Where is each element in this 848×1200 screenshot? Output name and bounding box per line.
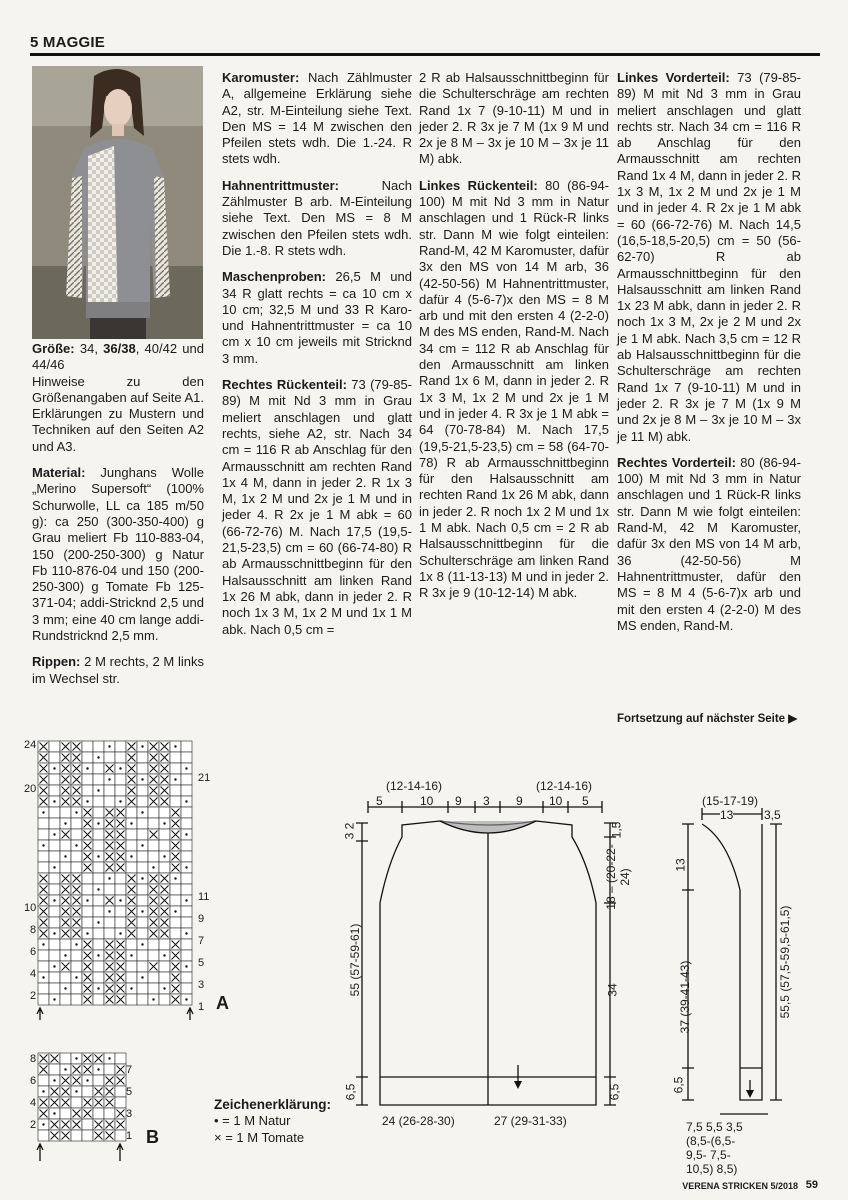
sleeve-schematic bbox=[671, 794, 810, 1160]
chart-a bbox=[20, 735, 229, 1035]
body-right-top: 1,5 bbox=[609, 821, 624, 839]
chart-a-row-label: 3 bbox=[198, 979, 205, 991]
hahn-paragraph bbox=[222, 178, 412, 259]
size-text-a: 34, bbox=[74, 341, 104, 356]
legend-text: = 1 M Tomate bbox=[221, 1129, 305, 1145]
header-rule bbox=[30, 53, 820, 56]
chart-b-row-label: 2 bbox=[30, 1119, 37, 1131]
material-text: Junghans Wolle „Merino Supersoft“ (100% Schurwolle, LL ca 185 m/50 g): ca 250 (300-350-400) g Grau meliert Fb 110-883-04, 150 (200-250-300) g Natur Fb 110-876-04 und 150 (200-250-300) g Tomate Fb 125-371-04; addi-Stricknd 2,5 und 3 mm; eine 40 cm lange addi-Rundstricknd 2,5 mm. bbox=[32, 465, 204, 644]
model-photo bbox=[32, 66, 203, 339]
chart-b-row-label: 5 bbox=[126, 1086, 133, 1098]
body-right-bottom: 6,5 bbox=[607, 1083, 622, 1101]
body-right-arm: 18 – (20-22-24) bbox=[604, 844, 632, 910]
material-paragraph bbox=[32, 465, 204, 644]
chart-b-row-label: 4 bbox=[30, 1097, 37, 1109]
body-left-length: 55 (57-59-61) bbox=[348, 923, 362, 997]
chart-a-row-label: 21 bbox=[198, 772, 211, 784]
body-right-body: 34 bbox=[605, 983, 620, 997]
size-label: Größe: bbox=[32, 341, 75, 356]
col3-continuation: 2 R ab Halsausschnittbeginn für die Schulterschräge am rechten Rand 1x 7 (9-10-11) M und in jeder 2. R 3x je 7 M (1x 9 M und 2x je 8 M – 3x je 10 M – 3x je 11 M) abk. bbox=[419, 70, 609, 167]
lr-label: Linkes Rückenteil: bbox=[419, 177, 538, 193]
size-paragraph bbox=[32, 341, 204, 455]
chart-a-row-label: 11 bbox=[198, 891, 210, 903]
rv-text: 80 (86-94-100) M mit Nd 3 mm in Natur anschlagen und 1 Rück-R links str. Dann M wie folgt einteilen: Rand-M, 42 M Karomuster, dafür 3x den MS von 14 M arb, 36 (42-50-56) M Hahnentrittmuster, dafür den MS = 8 M 4 (5-6-7)x arb und mit den ersten 4 (2-2-0) M des MS enden, Rand-M. bbox=[617, 454, 801, 633]
sleeve-bottom-b: 9,5- 7,5- bbox=[686, 1148, 731, 1162]
chart-a-row-label: 20 bbox=[24, 783, 37, 795]
sleeve-total: 55,5 (57,5-59,5-61,5) bbox=[778, 905, 792, 1019]
sleeve-bottom-row: 7,5 5,5 3,5 bbox=[686, 1120, 743, 1134]
sleeve-top-main: 13 bbox=[720, 808, 734, 822]
proben-label: Maschenproben: bbox=[222, 269, 327, 285]
legend-item-natur bbox=[214, 1113, 331, 1129]
karo-text: Nach Zählmuster A, allgemeine Erklärung siehe A2, str. M-Einteilung siehe Text. Den MS = 14 M zwischen den Pfeilen stets wdh. Die 1.-24. R stets wdh. bbox=[222, 70, 412, 167]
lv-label: Linkes Vorderteil: bbox=[617, 70, 730, 85]
column-1 bbox=[32, 341, 204, 697]
karo-label: Karomuster: bbox=[222, 70, 300, 85]
chart-a-row-label: 4 bbox=[30, 968, 37, 980]
body-left-dim: 3 bbox=[342, 832, 357, 840]
body-left-bottom: 6,5 bbox=[343, 1083, 358, 1101]
sleeve-top-right: 3,5 bbox=[764, 808, 781, 822]
sleeve-cuff: 6,5 bbox=[671, 1076, 686, 1094]
chart-b-row-label: 7 bbox=[126, 1064, 133, 1076]
sleeve-length: 37 (39-41-43) bbox=[678, 960, 692, 1034]
column-3 bbox=[419, 70, 609, 612]
lv-paragraph bbox=[617, 70, 801, 445]
chart-a-row-label: 2 bbox=[30, 990, 37, 1002]
body-top-dim: 10 bbox=[420, 794, 434, 808]
body-top-dim: 5 bbox=[376, 794, 383, 808]
rr-paragraph bbox=[222, 377, 412, 638]
rr-label: Rechtes Rückenteil: bbox=[222, 377, 347, 393]
body-top-dim: 9 bbox=[516, 794, 523, 808]
lv-text: 73 (79-85-89) M mit Nd 3 mm in Grau meliert anschlagen und glatt rechts str. Nach 34 cm = 116 R ab Anschlag für den Armausschnitt am rechten Rand 1x 4 M, dann in jeder 2. R 1x 3 M, 1x 2 M und 2x je 1 M und in jeder 4. R 2x je 1 M abk = 60 (66-72-76) M. Nach 14,5 (16,5-18,5-20,5) cm = 50 (56-62-70) R ab Armausschnittbeginn für den Halsausschnitt am linken Rand 1x 23 M abk, dann in jeder 2. R noch 1x 3 M, 2x je 2 M und 2x je 1 M abk. Nach 3,5 cm = 12 R ab Halsausschnittbeginn für die Schulterschräge am rechten Rand 1x 7 (9-10-11) M und in jeder 2. R 3x je 7 M (1x 9 M und 2x je 8 M – 3x je 10 M – 3x je 11 M) abk. bbox=[617, 70, 802, 444]
chart-a-row-label: 5 bbox=[198, 957, 205, 969]
hahn-label: Hahnentrittmuster: bbox=[222, 177, 340, 193]
rr-text: 73 (79-85-89) M mit Nd 3 mm in Grau meliert anschlagen und glatt rechts, siehe A2, str. Nach 34 cm = 116 R ab Anschlag für den Armausschnitt am rechten Rand 1x 4 M, dann in jeder 2. R 1x 3 M, 1x 2 M und 2x je 1 M und in jeder 4. R 2x je 1 M abk = 60 (66-72-76) M. Nach 17,5 (19,5-21,5-23,5) cm = 60 (66-74-80) R ab Armausschnittbeginn für den Halsausschnitt am linken Rand 1x 26 M abk, dann in jeder 2. R noch 1x 3 M, 1x 2 M und 1x 1 M abk. Nach 0,5 cm = bbox=[222, 377, 413, 637]
chart-b-letter: B bbox=[146, 1127, 159, 1147]
proben-paragraph bbox=[222, 269, 412, 367]
material-label: Material: bbox=[32, 465, 86, 481]
chart-a-row-label: 6 bbox=[30, 946, 37, 958]
chart-a-grid bbox=[20, 735, 220, 1020]
page-title: 5 MAGGIE bbox=[30, 34, 105, 51]
rippen-text: 2 M rechts, 2 M links im Wechsel str. bbox=[32, 654, 204, 686]
legend-text: = 1 M Natur bbox=[218, 1113, 291, 1129]
body-top-right-dim: (12-14-16) bbox=[536, 779, 593, 793]
body-top-dim: 3 bbox=[483, 794, 490, 808]
size-note: Hinweise zu den Größenangaben auf Seite A1. Erklärungen zu Mustern und Techniken auf den Seiten A2 und A3. bbox=[32, 373, 205, 454]
chart-a-row-label: 8 bbox=[30, 924, 37, 936]
body-bottom-right: 27 (29-31-33) bbox=[494, 1114, 567, 1128]
size-text-b: 36/38 bbox=[103, 341, 136, 356]
rv-paragraph bbox=[617, 455, 801, 634]
lr-text: 80 (86-94-100) M mit Nd 3 mm in Natur anschlagen und 1 Rück-R links str. Dann M wie folgt einteilen: Rand-M, 42 M Karomuster, dafür 3x den MS von 14 M arb, 36 (42-50-56) M Hahnentrittmuster, dafür 4 (5-6-7)x den MS = 8 M arb und mit den ersten 4 (2-2-0) M des MS enden, Rand-M. Nach 34 cm = 112 R ab Anschlag für den Armausschnitt am linken Rand 1x 6 M, dann in jeder 2. R 1x 3 M, 1x 2 M und 2x je 1 M und in jeder 4. R 3x je 1 M abk = 64 (70-78-84) M. Nach 17,5 (19,5-21,5-23,5) cm = 58 (64-70-78) R ab Armausschnittbeginn für den Halsausschnitt am rechten Rand 1x 26 M abk, dann in jeder 2. R noch 1x 2 M und 1x 1 M abk. Nach 0,5 cm = 2 R ab Halsausschnittbeginn für die Schulterschräge am linken Rand 1x 8 (11-13-13) M und in jeder 2. R 3x je 9 (10-12-14) M abk. bbox=[419, 177, 609, 601]
continue-note: Fortsetzung auf nächster Seite ▶ bbox=[617, 713, 798, 725]
chart-a-letter: A bbox=[216, 993, 229, 1013]
sleeve-bottom-a: (8,5-(6,5- bbox=[686, 1134, 736, 1148]
legend-item-tomate bbox=[214, 1130, 331, 1146]
chart-b bbox=[20, 1047, 170, 1187]
chart-b-row-label: 6 bbox=[30, 1075, 37, 1087]
sleeve-bottom-c: 10,5) 8,5) bbox=[686, 1162, 738, 1176]
chart-a-row-label: 10 bbox=[24, 902, 37, 914]
proben-text: 26,5 M und 34 R glatt rechts = ca 10 cm x 10 cm; 32,5 M und 33 R Karo- und Hahnentrittmuster = ca 10 cm x 10 cm jeweils mit Stricknd 3 mm. bbox=[222, 269, 412, 366]
column-4 bbox=[617, 70, 801, 644]
body-outline bbox=[340, 785, 640, 1115]
sleeve-cap-left: 13 bbox=[673, 858, 688, 872]
legend bbox=[214, 1097, 331, 1146]
legend-title: Zeichenerklärung: bbox=[214, 1097, 332, 1112]
body-bottom-left: 24 (26-28-30) bbox=[382, 1114, 455, 1128]
legend-symbol-cross: × bbox=[214, 1129, 222, 1145]
sleeve-top-paren: (15-17-19) bbox=[702, 794, 759, 808]
lr-paragraph bbox=[419, 178, 609, 602]
body-top-left-dim: (12-14-16) bbox=[386, 779, 443, 793]
footer-magazine: VERENA STRICKEN 5/2018 bbox=[682, 1181, 798, 1191]
body-top-dim: 10 bbox=[549, 794, 563, 808]
karo-paragraph bbox=[222, 70, 412, 168]
rippen-label: Rippen: bbox=[32, 654, 81, 670]
column-2 bbox=[222, 70, 412, 648]
body-top-dim: 9 bbox=[455, 794, 462, 808]
chart-a-row-label: 7 bbox=[198, 935, 205, 947]
chart-b-row-label: 8 bbox=[30, 1053, 37, 1065]
rv-label: Rechtes Vorderteil: bbox=[617, 454, 736, 470]
chart-a-row-label: 9 bbox=[198, 913, 205, 925]
body-left-dim: 2 bbox=[342, 822, 357, 830]
rippen-paragraph bbox=[32, 654, 204, 687]
chart-b-row-label: 1 bbox=[126, 1130, 133, 1142]
chart-b-row-label: 3 bbox=[126, 1108, 133, 1120]
body-schematic bbox=[340, 779, 640, 1128]
body-top-dim: 5 bbox=[582, 794, 589, 808]
page-number: 59 bbox=[805, 1179, 818, 1191]
chart-a-row-label: 1 bbox=[198, 1001, 205, 1013]
hahn-text: Nach Zählmuster B arb. M-Einteilung siehe Text. Den MS = 8 M zwischen den Pfeilen stets wdh. Die 1.-8. R stets wdh. bbox=[222, 177, 412, 258]
legend-symbol-dot: • bbox=[214, 1113, 219, 1129]
chart-a-row-label: 24 bbox=[24, 739, 37, 751]
size-text-c: , 40/42 und 44/46 bbox=[32, 341, 204, 373]
